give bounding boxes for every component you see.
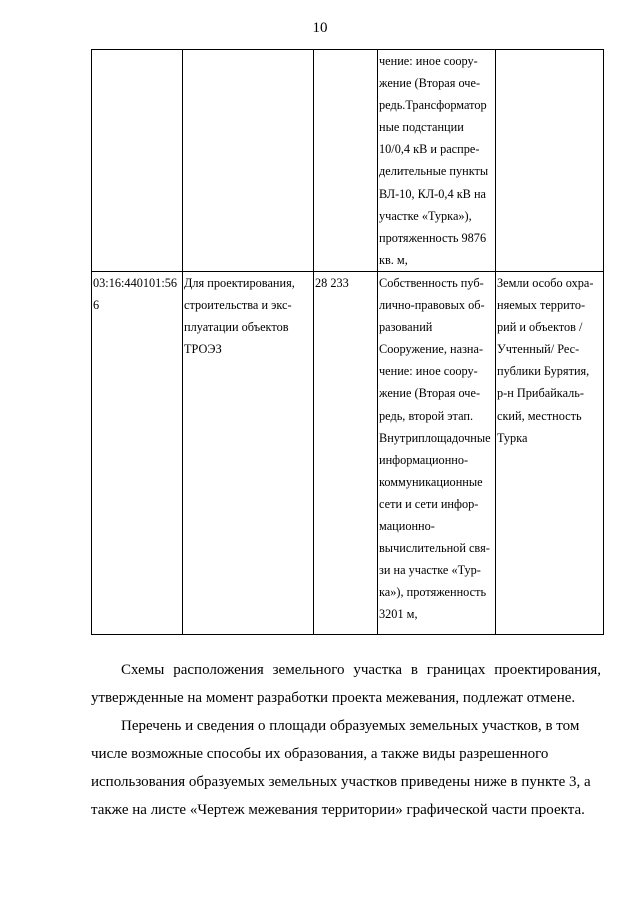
rights-object-cell [378, 50, 496, 272]
cell-text-line: жение (Вторая оче- [379, 76, 481, 91]
cell-text-line: 3201 м, [379, 607, 418, 622]
cell-text-line: Земли особо охра- [497, 276, 594, 290]
cell-text-line: редь.Трансформатор [379, 98, 487, 113]
body-text [91, 656, 601, 824]
cell-text-line: делительные пункты [379, 164, 489, 179]
cell-text-line: сети и сети инфор- [379, 496, 479, 511]
cell-text-line: жение (Вторая оче- [379, 386, 481, 401]
paragraph-schemes-cancelled: Схемы расположения земельного участка в границах проектирования, утвержденные на момент разработки проекта межевания, подлежат отмене. [91, 662, 601, 706]
cell-text-line: зи на участке «Тур- [379, 563, 481, 578]
area-cell [314, 50, 378, 272]
cell-text-line: ка»), протяженность [379, 585, 487, 600]
cadastral-number-cell [92, 272, 183, 635]
land-category-cell [496, 272, 604, 635]
land-parcel-table [91, 49, 604, 635]
cell-text-line: Сооружение, назна- [379, 342, 484, 357]
cell-text-line: лично-правовых об- [379, 298, 485, 313]
rights-object-cell [378, 272, 496, 635]
cell-text-line: строительства и экс- [184, 298, 292, 313]
page-number: 10 [312, 20, 328, 36]
cell-text-line: редь, второй этап. [379, 408, 474, 423]
cell-text-line: вычислительной свя- [379, 541, 490, 556]
cell-text-line: 03:16:440101:56 [93, 276, 178, 290]
cell-text-line: 10/0,4 кВ и распре- [379, 142, 480, 157]
cell-text-line: 28 233 [315, 276, 349, 290]
permitted-use-cell [183, 272, 314, 635]
land-category-cell [496, 50, 604, 272]
cell-text-line: няемых террито- [497, 298, 586, 313]
cell-text-line: Собственность пуб- [379, 276, 484, 290]
area-cell [314, 272, 378, 635]
cell-text-line: Турка [497, 430, 528, 445]
cell-text-line: Внутриплощадочные [379, 430, 491, 445]
cell-text-line: Для проектирования, [184, 276, 295, 290]
cell-text-line: ные подстанции [379, 120, 464, 135]
table-row [92, 272, 604, 635]
cell-text-line: плуатации объектов [184, 320, 289, 335]
cell-text-line: публики Бурятия, [497, 364, 590, 379]
cell-text-line: информационно- [379, 452, 469, 467]
table-row [92, 50, 604, 272]
cell-text-line: кв. м, [379, 252, 408, 267]
cell-text-line: разований [379, 320, 433, 335]
cell-text-line: ВЛ-10, КЛ-0,4 кВ на [379, 186, 486, 201]
cadastral-number-cell [92, 50, 183, 272]
cell-text-line: рий и объектов / [497, 320, 583, 335]
cell-text-line: ТРОЭЗ [184, 342, 222, 357]
cell-text-line: р-н Прибайкаль- [497, 386, 584, 401]
paragraph-parcels-list: Перечень и сведения о площади образуемых земельных участков, в том числе возможные способы их образования, а также виды разрешенного использования образуемых земельных участков приведены ниже в пункте 3, а также на листе «Чертеж межевания территории» графической части проекта. [91, 718, 591, 818]
cell-text-line: протяженность 9876 [379, 230, 487, 245]
cell-text-line: 6 [93, 298, 100, 313]
cell-text-line: участке «Турка»), [379, 208, 472, 223]
cell-text-line: мационно- [379, 519, 435, 534]
cell-text-line: чение: иное соору- [379, 364, 478, 379]
cell-text-line: коммуникационные [379, 474, 483, 489]
cell-text-line: ский, местность [497, 408, 582, 423]
cell-text-line: Учтенный/ Рес- [497, 342, 580, 357]
cell-text-line: чение: иное соору- [379, 54, 478, 68]
permitted-use-cell [183, 50, 314, 272]
